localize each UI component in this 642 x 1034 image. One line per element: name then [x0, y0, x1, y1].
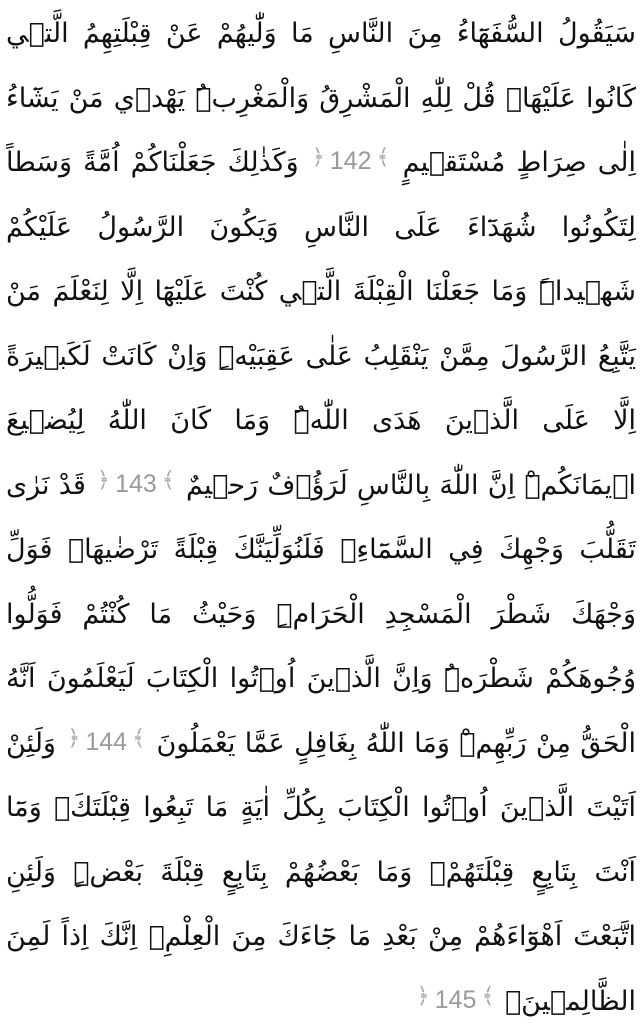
verse-passage — [6, 2, 636, 1034]
verse-text-segment: وَكَذٰلِكَ جَعَلْنَاكُمْ اُمَّةً وَسَطاً لِتَكُونُوا شُهَدَٓاءَ عَلَى النَّاسِ وَيَكُونَ الرَّسُولُ عَلَيْكُمْ شَه۪يداًۜ وَمَا جَعَلْنَا الْقِبْلَةَ الَّت۪ي كُنْتَ عَلَيْهَٓا اِلَّا لِنَعْلَمَ مَنْ يَتَّبِعُ الرَّسُولَ مِمَّنْ يَنْقَلِبُ عَلٰى عَقِبَيْهِۜ وَاِنْ كَانَتْ لَكَب۪يرَةً اِلَّا عَلَى الَّذ۪ينَ هَدَى اللّٰهُۜ وَمَا كَانَ اللّٰهُ لِيُض۪يعَ ا۪يمَانَكُمْۜ اِنَّ اللّٰهَ بِالنَّاسِ لَرَؤُ۫فٌ رَح۪يمٌ — [6, 147, 636, 501]
verse-text-segment: سَيَقُولُ السُّفَهَٓاءُ مِنَ النَّاسِ مَا وَلّٰيهُمْ عَنْ قِبْلَتِهِمُ الَّت۪ي كَانُوا عَلَيْهَاۜ قُلْ لِلّٰهِ الْمَشْرِقُ وَالْمَغْرِبُۜ يَهْد۪ي مَنْ يَشَٓاءُ اِلٰى صِرَاطٍ مُسْتَق۪يمٍ — [6, 18, 637, 178]
verse-number-marker: ﴿ 142 ﴾ — [314, 149, 388, 174]
verse-number-marker: ﴿ 143 ﴾ — [99, 472, 173, 497]
verse-text-segment: وَلَئِنْ اَتَيْتَ الَّذ۪ينَ اُو۫تُوا الْكِتَابَ بِكُلِّ اٰيَةٍ مَا تَبِعُوا قِبْلَتَكَۚ وَمَٓا اَنْتَ بِتَابِعٍ قِبْلَتَهُمْۚ وَمَا بَعْضُهُمْ بِتَابِعٍ قِبْلَةَ بَعْضٍۜ وَلَئِنِ اتَّبَعْتَ اَهْوَٓاءَهُمْ مِنْ بَعْدِ مَا جَٓاءَكَ مِنَ الْعِلْمِۙ اِنَّكَ اِذاً لَمِنَ الظَّالِم۪ينَۢ — [6, 727, 636, 1017]
verse-text-segment: قَدْ نَرٰى تَقَلُّبَ وَجْهِكَ فِي السَّمَٓاءِۚ فَلَنُوَلِّيَنَّكَ قِبْلَةً تَرْضٰيهَاۖ فَوَلِّ وَجْهَكَ شَطْرَ الْمَسْجِدِ الْحَرَامِۜ وَحَيْثُ مَا كُنْتُمْ فَوَلُّوا وُجُوهَكُمْ شَطْرَهُۜ وَاِنَّ الَّذ۪ينَ اُو۫تُوا الْكِتَابَ لَيَعْلَمُونَ اَنَّهُ الْحَقُّ مِنْ رَبِّهِمْۜ وَمَا اللّٰهُ بِغَافِلٍ عَمَّا يَعْمَلُونَ — [6, 469, 636, 759]
verse-number-marker: ﴿ 145 ﴾ — [419, 988, 493, 1013]
verse-number-marker: ﴿ 144 ﴾ — [69, 730, 143, 755]
